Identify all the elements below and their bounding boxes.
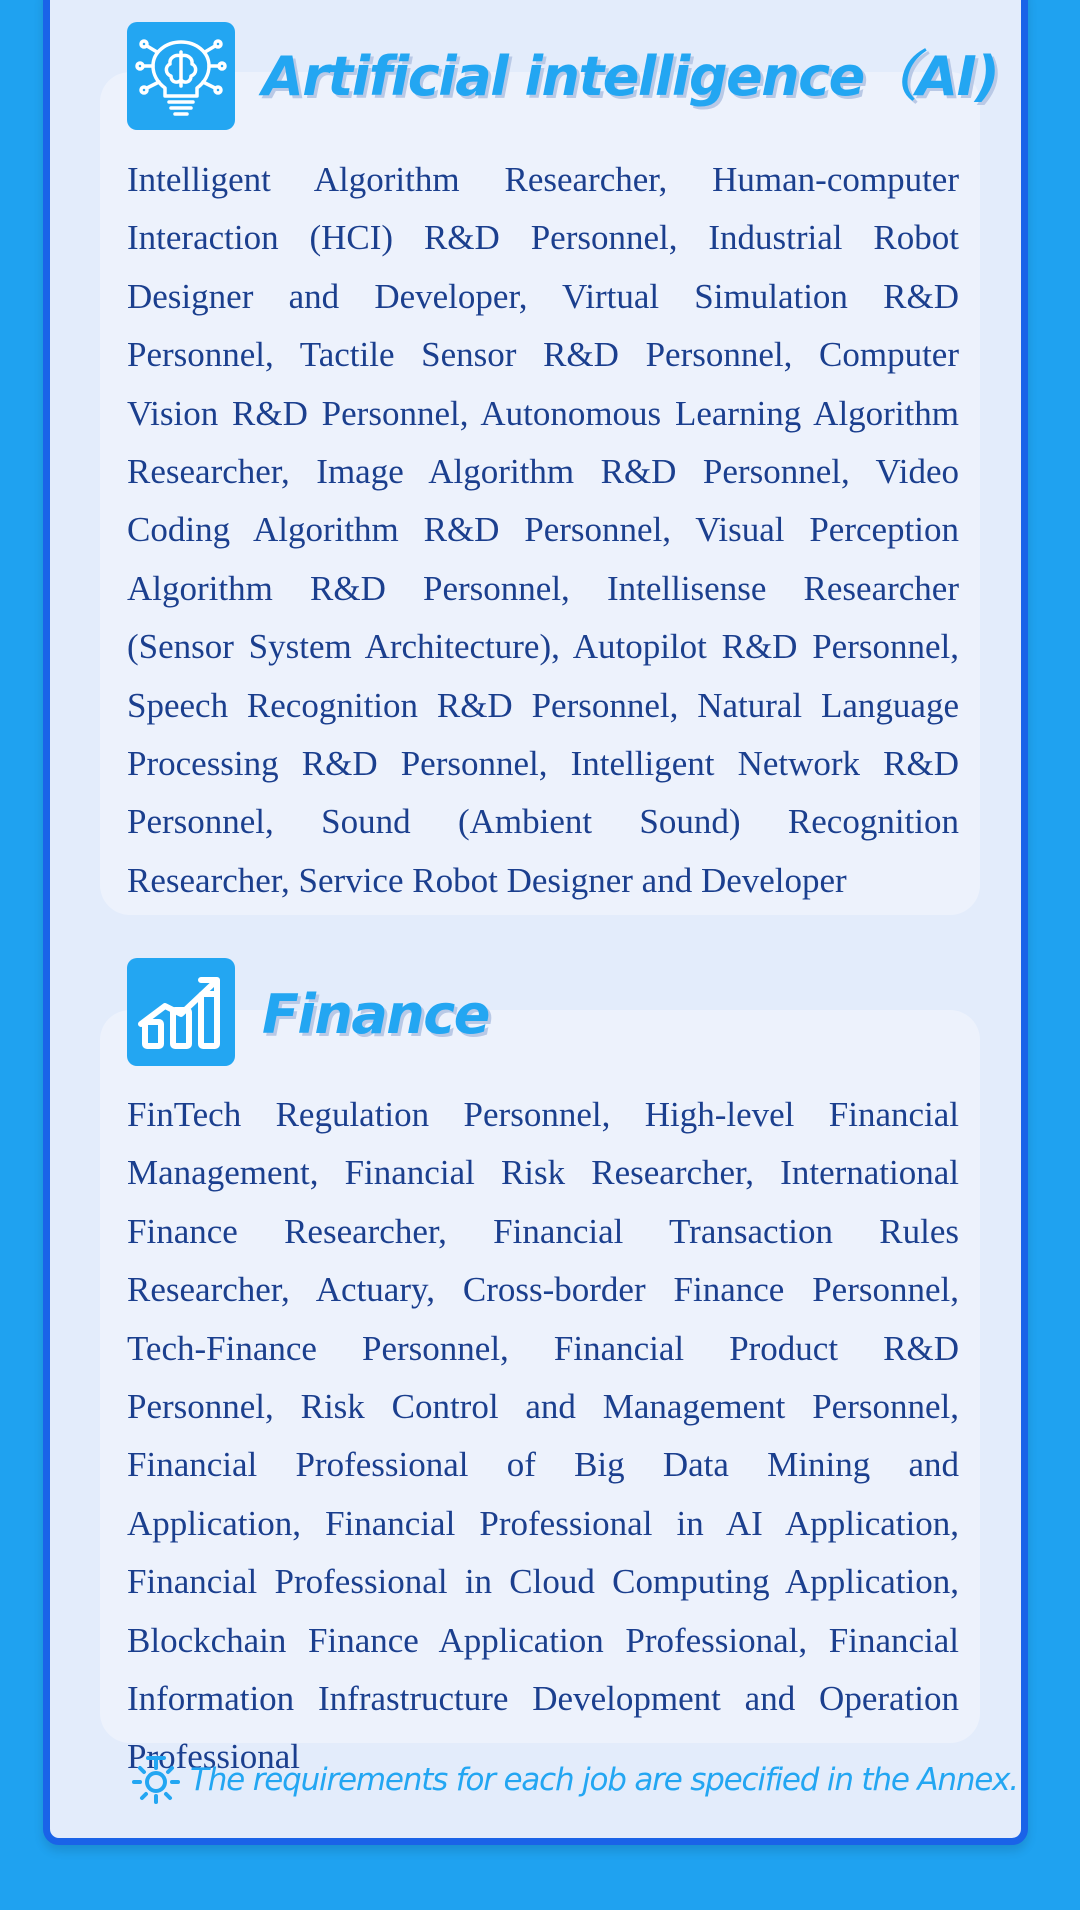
ai-section-title: Artificial intelligence（AI) (262, 45, 999, 108)
footnote (130, 1752, 1018, 1808)
finance-icon-tile (127, 958, 235, 1066)
finance-section-title: Finance (262, 983, 489, 1046)
ai-job-list: Intelligent Algorithm Researcher, Human-computer Interaction (HCI) R&D Personnel, Industrial Robot Designer and Developer, Virtual Simulation R&D Personnel, Tactile Sensor R&D Personnel, Computer Vision R&D Personnel, Autonomous Learning Algorithm Researcher, Image Algorithm R&D Personnel, Video Coding Algorithm R&D Personnel, Visual Perception Algorithm R&D Personnel, Intellisense Researcher (Sensor System Architecture), Autopilot R&D Personnel, Speech Recognition R&D Personnel, Natural Language Processing R&D Personnel, Intelligent Network R&D Personnel, Sound (Ambient Sound) Recognition Researcher, Service Robot Designer and Developer (127, 160, 959, 900)
growth-chart-icon (135, 966, 227, 1058)
finance-job-list: FinTech Regulation Personnel, High-level Financial Management, Financial Risk Researcher, International Finance Researcher, Financial Transaction Rules Researcher, Actuary, Cross-border Finance Personnel, Tech-Finance Personnel, Financial Product R&D Personnel, Risk Control and Management Personnel, Financial Professional of Big Data Mining and Application, Financial Professional in AI Application, Financial Professional in Cloud Computing Application, Blockchain Finance Application Professional, Financial Information Infrastructure Development and Operation Professional (127, 1095, 959, 1777)
ai-icon-tile (127, 22, 235, 130)
lightbulb-icon (130, 1754, 182, 1806)
brain-bulb-icon (135, 30, 227, 122)
footnote-text: The requirements for each job are specified in the Annex. (190, 1762, 1018, 1798)
